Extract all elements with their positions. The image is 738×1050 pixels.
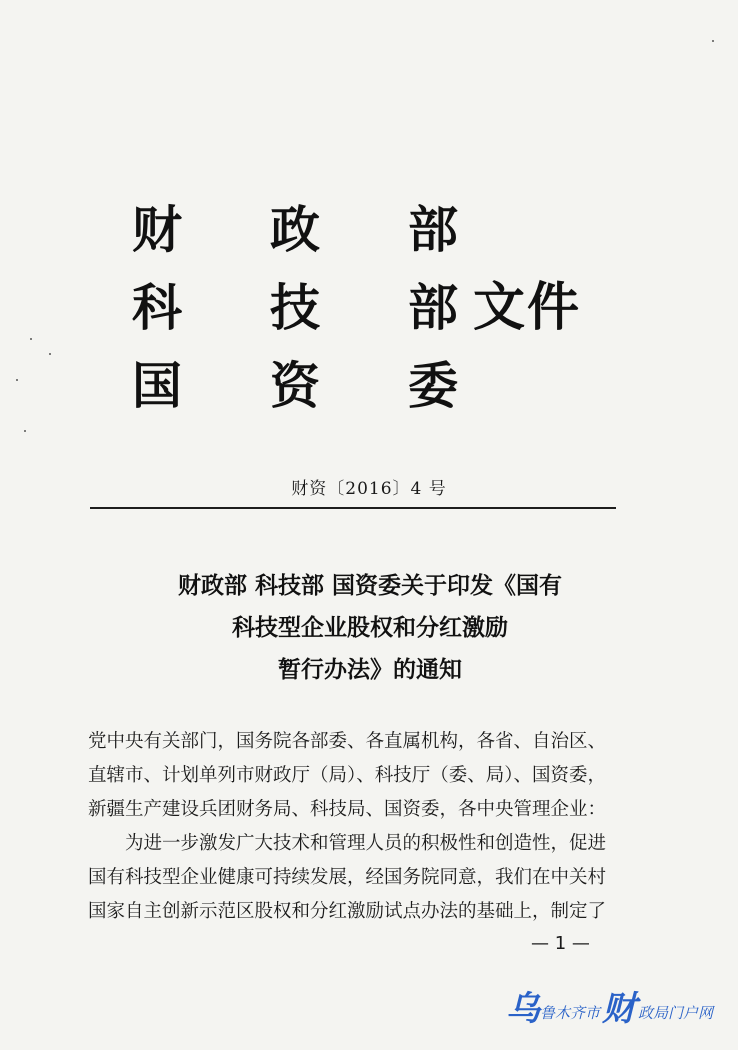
issuer-char: 政 xyxy=(270,200,320,259)
watermark-text: 乌 xyxy=(506,989,540,1029)
issuer-char: 财 xyxy=(132,200,182,259)
issuer-header xyxy=(132,200,602,434)
addressee-line: 党中央有关部门，国务院各部委、各直属机构，各省、自治区、 xyxy=(88,731,607,752)
title-line: 科技型企业股权和分红激励 xyxy=(232,614,508,641)
document-number: 财资〔2016〕4 号 xyxy=(291,479,447,499)
issuer-row-1 xyxy=(132,200,602,278)
scan-speck xyxy=(712,40,714,42)
scan-speck xyxy=(30,338,32,340)
issuer-char: 部 xyxy=(408,278,458,337)
issuer-char: 技 xyxy=(270,278,320,337)
title-line: 财政部 科技部 国资委关于印发《国有 xyxy=(177,572,562,599)
title-line: 暂行办法》的通知 xyxy=(278,656,462,683)
paragraph-line: 国家自主创新示范区股权和分红激励试点办法的基础上，制定了 xyxy=(88,901,607,922)
issuer-char: 科 xyxy=(132,278,182,337)
watermark-text: 财 xyxy=(602,989,637,1029)
addressee-line: 直辖市、计划单列市财政厅（局）、科技厅（委、局）、国资委， xyxy=(88,765,607,786)
addressee-line: 新疆生产建设兵团财务局、科技局、国资委，各中央管理企业： xyxy=(88,799,607,820)
issuer-char: 国 xyxy=(132,356,182,415)
watermark-text: 鲁木齐市 xyxy=(540,1004,601,1022)
issuer-row-3 xyxy=(132,356,602,434)
issuer-char: 资 xyxy=(270,356,320,415)
paragraph-line: 国有科技型企业健康可持续发展，经国务院同意，我们在中关村 xyxy=(88,867,607,888)
document-title xyxy=(110,565,630,691)
page-number: — 1 — xyxy=(531,933,590,954)
scan-speck xyxy=(24,430,26,432)
issuer-char: 部 xyxy=(408,200,458,259)
header-divider xyxy=(90,507,616,509)
scan-speck xyxy=(49,353,51,355)
document-body xyxy=(88,725,616,929)
document-suffix: 文件 xyxy=(473,277,582,338)
site-watermark xyxy=(506,980,738,1030)
paragraph-line: 为进一步激发广大技术和管理人员的积极性和创造性，促进 xyxy=(125,833,607,854)
issuer-char: 委 xyxy=(408,356,458,415)
watermark-text: 政局门户网 xyxy=(638,1004,714,1022)
scan-speck xyxy=(16,379,18,381)
